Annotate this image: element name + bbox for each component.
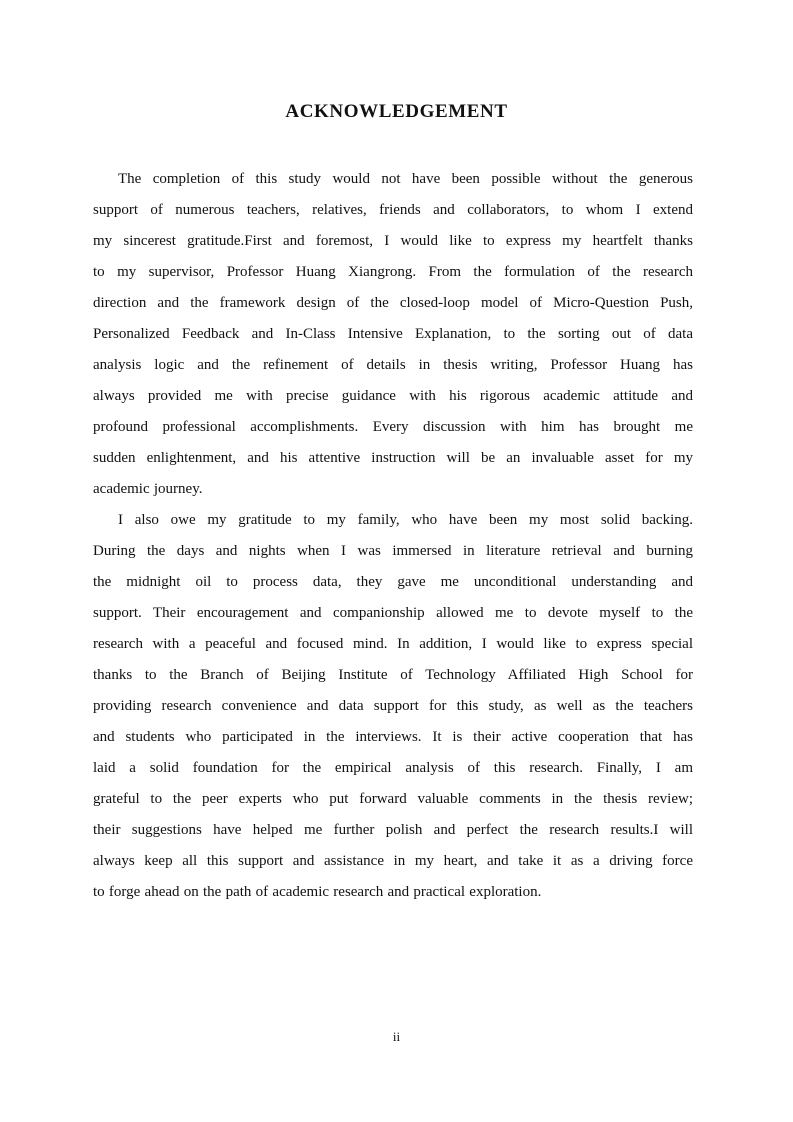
page-title: ACKNOWLEDGEMENT: [285, 101, 508, 122]
text-line: I also owe my gratitude to my family, who have been my most solid backing.: [118, 512, 693, 528]
text-line: direction and the framework design of the closed-loop model of Micro-Question Push,: [93, 295, 693, 311]
text-line: profound professional accomplishments. Every discussion with him has brought me: [93, 419, 693, 435]
text-line: research with a peaceful and focused mind. In addition, I would like to express special: [93, 636, 693, 652]
text-line: The completion of this study would not have been possible without the generous: [118, 171, 693, 187]
document-body: [93, 164, 693, 908]
text-line: sudden enlightenment, and his attentive instruction will be an invaluable asset for my: [93, 450, 693, 466]
page-number: ii: [392, 1029, 401, 1044]
text-line: their suggestions have helped me further polish and perfect the research results.I will: [93, 822, 693, 838]
text-line: to my supervisor, Professor Huang Xiangrong. From the formulation of the research: [93, 264, 693, 280]
text-line: analysis logic and the refinement of details in thesis writing, Professor Huang has: [93, 357, 693, 373]
text-line: and students who participated in the interviews. It is their active cooperation that has: [93, 729, 693, 745]
text-line: to forge ahead on the path of academic research and practical exploration.: [93, 884, 542, 900]
text-line: grateful to the peer experts who put forward valuable comments in the thesis review;: [93, 791, 693, 807]
text-line: providing research convenience and data support for this study, as well as the teachers: [93, 698, 693, 714]
text-line: always keep all this support and assistance in my heart, and take it as a driving force: [93, 853, 693, 869]
text-line: During the days and nights when I was immersed in literature retrieval and burning: [93, 543, 693, 559]
text-line: support of numerous teachers, relatives, friends and collaborators, to whom I extend: [93, 202, 693, 218]
text-line: the midnight oil to process data, they gave me unconditional understanding and: [93, 574, 693, 590]
text-line: academic journey.: [93, 481, 203, 497]
text-line: my sincerest gratitude.First and foremost, I would like to express my heartfelt thanks: [93, 233, 693, 249]
text-line: support. Their encouragement and companionship allowed me to devote myself to the: [93, 605, 693, 621]
text-line: always provided me with precise guidance with his rigorous academic attitude and: [93, 388, 693, 404]
text-line: thanks to the Branch of Beijing Institute of Technology Affiliated High School for: [93, 667, 693, 683]
text-line: Personalized Feedback and In-Class Intensive Explanation, to the sorting out of data: [93, 326, 693, 342]
text-line: laid a solid foundation for the empirical analysis of this research. Finally, I am: [93, 760, 693, 776]
